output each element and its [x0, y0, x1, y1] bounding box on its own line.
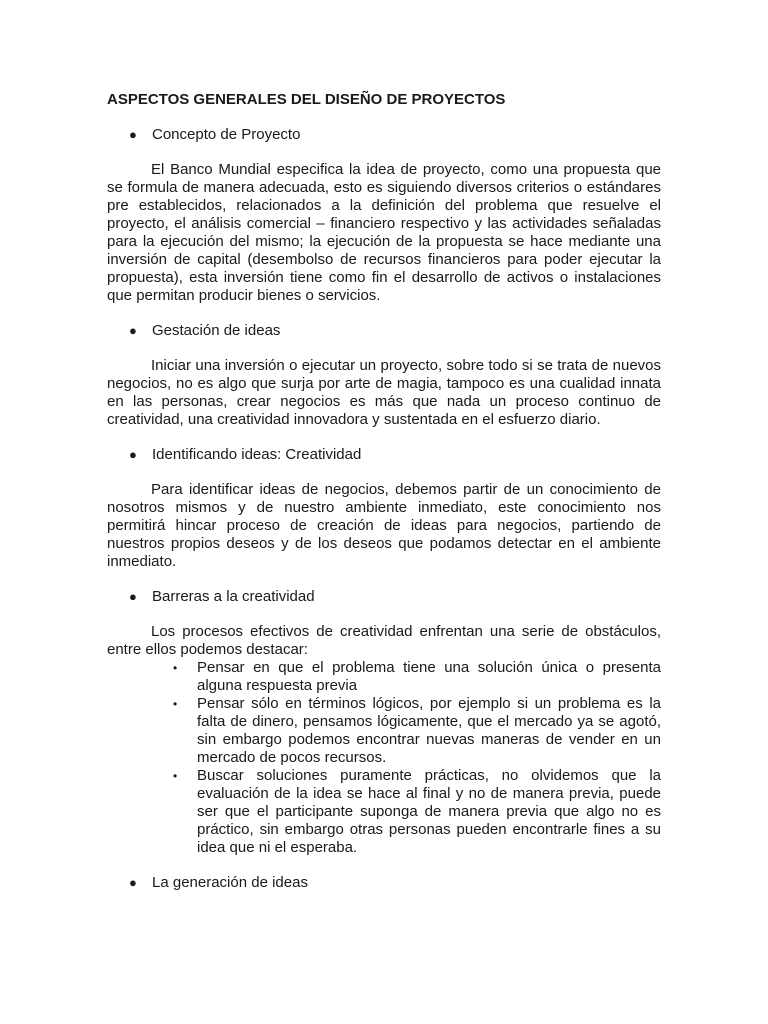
section-paragraph-identificando: Para identificar ideas de negocios, debemos partir de un conocimiento de nosotros mismos y de nuestro ambiente inmediato, este conocimiento nos permitirá hincar proceso de creación de ideas para negocios, partiendo de nuestros propios deseos y de los deseos que podamos detectar en el ambiente inmediato.: [107, 481, 661, 570]
list-item-text: Pensar en que el problema tiene una solución única o presenta alguna respuesta previa: [197, 659, 661, 694]
section-paragraph-concepto: El Banco Mundial especifica la idea de proyecto, como una propuesta que se formula de manera adecuada, esto es siguiendo diversos criterios o estándares pre establecidos, relacionados a la definición del problema que resuelve el proyecto, el análisis comercial – financiero respectivo y las actividades señaladas para la ejecución del mismo; la ejecución de la propuesta se hace mediante una inversión de capital (desembolso de recursos financieros para poder ejecutar la propuesta), esta inversión tiene como fin el desarrollo de activos o instalaciones que permitan producir bienes o servicios.: [107, 161, 661, 304]
section-paragraph-gestacion: Iniciar una inversión o ejecutar un proyecto, sobre todo si se trata de nuevos negocios, no es algo que surja por arte de magia, tampoco es una cualidad innata en las personas, crear negocios es más que nada un proceso continuo de creatividad, una creatividad innovadora y sustentada en el esfuerzo diario.: [107, 357, 661, 428]
list-item: [107, 695, 661, 767]
section-heading-barreras: [107, 588, 661, 606]
bullet-icon: ●: [129, 589, 137, 604]
bullet-icon: ●: [129, 447, 137, 462]
section-paragraph-barreras: Los procesos efectivos de creatividad enfrentan una serie de obstáculos, entre ellos podemos destacar:: [107, 623, 661, 658]
section-heading-text: La generación de ideas: [152, 874, 308, 891]
bullet-icon: ●: [129, 875, 137, 890]
list-item: [107, 659, 661, 695]
list-item-text: Buscar soluciones puramente prácticas, no olvidemos que la evaluación de la idea se hace al final y no de manera previa, puede ser que el participante suponga de manera previa que algo no es práctico, sin embargo otras personas pueden encontrarle fines a su idea que ni el esperaba.: [197, 767, 661, 856]
section-heading-text: Identificando ideas: Creatividad: [152, 446, 362, 463]
section-heading-gestacion: [107, 322, 661, 340]
document-title: ASPECTOS GENERALES DEL DISEÑO DE PROYECTOS: [107, 91, 506, 108]
bullet-icon: ●: [129, 127, 137, 142]
section-heading-identificando: [107, 446, 661, 464]
list-item-text: Pensar sólo en términos lógicos, por ejemplo si un problema es la falta de dinero, pensamos lógicamente, que el mercado ya se agotó, sin embargo podemos encontrar nuevas maneras de vender en un mercado de pocos recursos.: [197, 695, 661, 766]
sub-bullet-icon: •: [173, 697, 178, 711]
list-item: [107, 767, 661, 857]
section-heading-generacion: [107, 874, 661, 892]
section-heading-text: Barreras a la creatividad: [152, 588, 315, 605]
bullet-icon: ●: [129, 323, 137, 338]
section-heading-concepto: [107, 126, 661, 144]
sub-bullet-icon: •: [173, 661, 178, 675]
section-heading-text: Gestación de ideas: [152, 322, 281, 339]
barreras-list: [107, 659, 661, 857]
sub-bullet-icon: •: [173, 769, 178, 783]
document-page: [107, 91, 661, 909]
section-heading-text: Concepto de Proyecto: [152, 126, 301, 143]
